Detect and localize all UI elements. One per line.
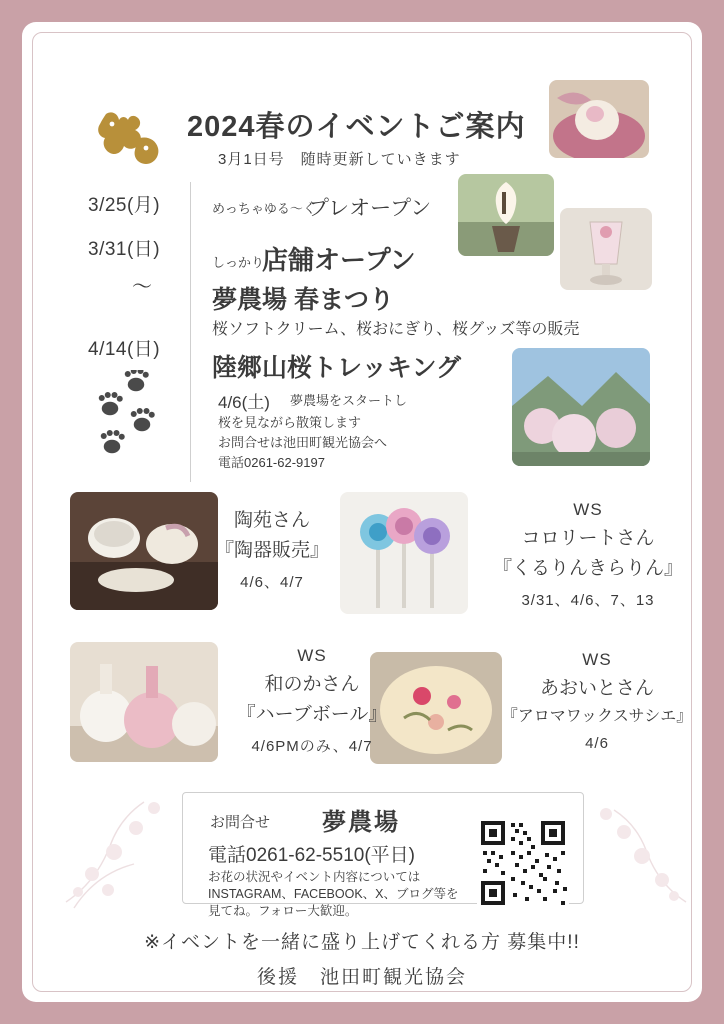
sakura-decoration-left-icon — [62, 782, 192, 912]
schedule-date-2: 3/31(日) — [88, 239, 161, 260]
page-subtitle: 3月1日号 随時更新していきます — [218, 151, 461, 168]
sakura-sweets-photo — [549, 80, 649, 158]
vendor-wanoka-name: 和のかさん — [264, 674, 360, 695]
vendor-aoito — [492, 650, 702, 752]
event-4-line-2: 桜を見ながら散策します — [218, 415, 362, 430]
vendor-aoito-ws-label: WS — [582, 650, 612, 669]
page-title: 2024春のイベントご案内 — [187, 111, 526, 143]
vendor-touen-name: 陶苑さん — [233, 510, 310, 531]
event-3-title: 夢農場 春まつり — [212, 286, 394, 314]
vendor-wanoka-item: 『ハーブボール』 — [236, 704, 388, 725]
qr-code[interactable] — [477, 817, 569, 909]
event-4-title: 陸郷山桜トレッキング — [212, 354, 462, 382]
vendor-aoito-name: あおいとさん — [539, 678, 654, 699]
sakura-decoration-right-icon — [570, 792, 690, 912]
vendor-kolorito — [478, 500, 698, 610]
contact-telephone: 電話0261-62-5510(平日) — [208, 845, 415, 866]
sakura-drink-glass-photo — [560, 208, 652, 290]
vendor-touen-item: 『陶器販売』 — [214, 540, 329, 561]
vendor-kolorito-dates: 3/31、4/6、7、13 — [521, 592, 655, 609]
vendor-touen-dates: 4/6、4/7 — [240, 574, 304, 591]
contact-shop-name: 夢農場 — [322, 809, 400, 836]
event-4-line-1: 夢農場をスタートし — [290, 393, 408, 408]
schedule-divider — [190, 182, 191, 482]
event-4-line-3: お問合せは池田町観光協会へ — [218, 435, 388, 450]
event-2-small-label: しっかり — [212, 255, 265, 270]
contact-note-line-3: 見てね。フォロー大歓迎。 — [208, 904, 358, 918]
schedule-date-range-mark: 〜 — [132, 276, 153, 298]
event-4-line-4: 電話0261-62-9197 — [218, 455, 325, 470]
event-1-small-label: めっちゃゆる〜く — [212, 201, 316, 216]
schedule-date-3: 4/14(日) — [88, 339, 161, 360]
vendor-touen — [192, 502, 352, 592]
paw-prints-icon — [96, 370, 176, 460]
vendor-aoito-dates: 4/6 — [585, 735, 609, 752]
contact-note-line-1: お花の状況やイベント内容については — [208, 870, 421, 884]
vendor-wanoka — [212, 646, 412, 756]
event-1-title: プレオープン — [308, 197, 432, 220]
event-2-title: 店舗オープン — [262, 245, 416, 275]
mountain-sakura-photo — [512, 348, 650, 466]
footer-support: 後援 池田町観光協会 — [256, 967, 467, 988]
event-3-description: 桜ソフトクリーム、桜おにぎり、桜グッズ等の販売 — [212, 321, 580, 338]
vendor-wanoka-ws-label: WS — [297, 646, 327, 665]
footer-note: ※イベントを一緒に盛り上げてくれる方 募集中!! — [144, 932, 580, 953]
contact-note-line-2: INSTAGRAM、FACEBOOK、X、ブログ等を — [208, 887, 459, 901]
lollipop-craft-photo — [340, 492, 468, 614]
contact-label: お問合せ — [210, 814, 271, 831]
schedule-date-1: 3/25(月) — [88, 195, 161, 216]
vendor-kolorito-item: 『くるりんきらりん』 — [492, 558, 683, 579]
event-4-date: 4/6(土) — [218, 393, 270, 412]
soft-cream-photo — [458, 174, 554, 256]
vendor-aoito-item: 『アロマワックスサシエ』 — [501, 708, 693, 725]
vendor-wanoka-dates: 4/6PMのみ、4/7 — [251, 738, 373, 755]
vendor-kolorito-ws-label: WS — [573, 500, 603, 519]
herb-ball-photo — [70, 642, 218, 762]
poster — [22, 22, 702, 1002]
yume-nouba-bird-logo-icon — [88, 108, 162, 174]
vendor-kolorito-name: コロリートさん — [521, 528, 655, 549]
